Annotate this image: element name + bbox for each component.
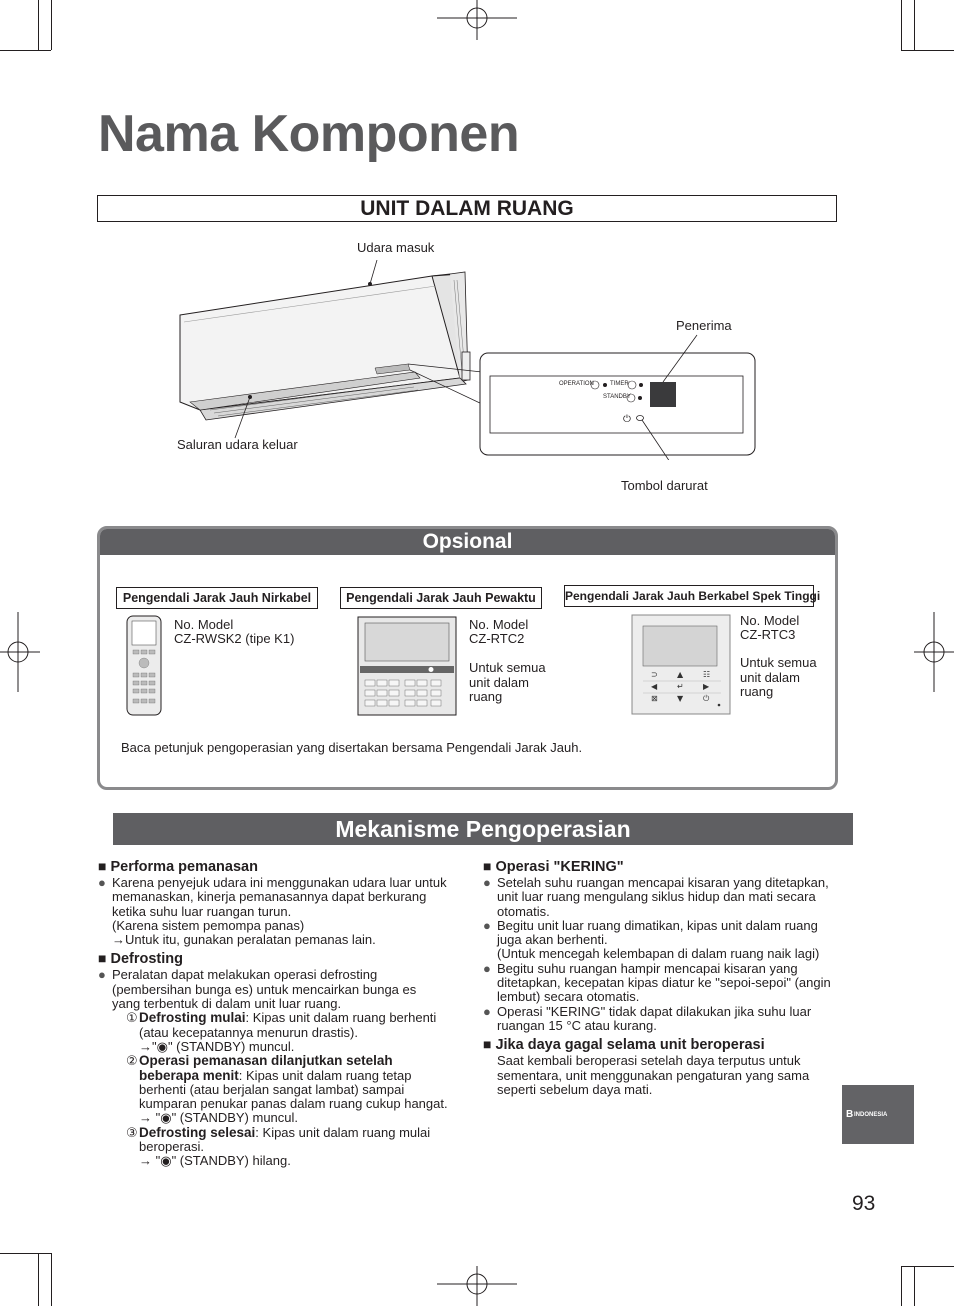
crop-mark [901, 0, 902, 50]
section-heading: ■ Defrosting [98, 950, 183, 968]
step-text: : Kipas unit dalam ruang tetap berhenti (atau berjalan sangat lambat) sampai kumparan penukar panas dalam ruang cukup hangat. [139, 1067, 448, 1112]
panel-standby-label: STANDBY [603, 394, 631, 400]
crop-mark [51, 1253, 52, 1306]
optional-item-title: Pengendali Jarak Jauh Berkabel Spek Tinggi [564, 585, 814, 607]
step-number: ③ [126, 1124, 138, 1140]
defrost-step [98, 1126, 448, 1155]
crop-mark [38, 0, 39, 50]
page-number: 93 [852, 1192, 876, 1215]
svg-text:⊃: ⊃ [651, 670, 658, 679]
indoor-unit-illustration [170, 260, 770, 460]
model-number: CZ-RWSK2 (tipe K1) [174, 631, 295, 646]
section-heading: ■ Jika daya gagal selama unit beroperasi [483, 1036, 765, 1054]
model-note: Untuk semua unit dalam ruang [469, 660, 546, 704]
section-heading: ■ Operasi "KERING" [483, 858, 624, 875]
model-number: CZ-RTC2 [469, 631, 525, 646]
bullet: ● Operasi "KERING" tidak dapat dilakukan jika suhu luar ruangan 15 °C atau kurang. [483, 1003, 812, 1033]
indoor-unit-heading: UNIT DALAM RUANG [97, 195, 837, 222]
step-text: : Kipas unit dalam ruang mulai beroperasi. [139, 1124, 431, 1155]
svg-text:⏻: ⏻ [623, 414, 631, 425]
defrost-bullet-text: Peralatan dapat melakukan operasi defrosting (pembersihan bunga es) untuk mencairkan bunga es yang terbentuk di dalam unit luar ruang. [112, 967, 417, 1012]
step-number: ② [126, 1053, 138, 1069]
right-column [483, 856, 839, 1097]
optional-item-title: Pengendali Jarak Jauh Pewaktu [340, 587, 542, 609]
model-label: No. Model [469, 617, 529, 632]
registration-mark [437, 1266, 517, 1306]
optional-footnote: Baca petunjuk pengoperasian yang disertakan bersama Pengendali Jarak Jauh. [121, 740, 583, 755]
registration-mark [437, 0, 517, 40]
crop-mark [0, 50, 51, 51]
step-arrow: → "◉" (STANDBY) muncul. [139, 1110, 299, 1126]
step-title: Defrosting selesai [139, 1124, 256, 1140]
heating-arrow: →Untuk itu, gunakan peralatan pemanas lain. [112, 932, 376, 948]
mechanism-heading: Mekanisme Pengoperasian [113, 813, 853, 845]
bullet: ● Begitu unit luar ruang dimatikan, kipas unit dalam ruang juga akan berhenti. [483, 917, 818, 948]
timer-remote-image [357, 616, 457, 716]
svg-text:⊠: ⊠ [651, 694, 658, 703]
dry-bullet-text: Setelah suhu ruangan mencapai kisaran yang ditetapkan, unit luar ruang mengulang siklus hidup dan mati secara otomatis. [497, 875, 829, 919]
crop-mark [914, 0, 915, 50]
dry-title: Operasi "KERING" [495, 859, 624, 875]
crop-mark [901, 1266, 902, 1306]
label-receiver: Penerima [676, 318, 732, 333]
dry-bullet-text: Operasi "KERING" tidak dapat dilakukan jika suhu luar ruangan 15 °C atau kurang. [497, 1003, 812, 1033]
crop-mark [0, 1253, 51, 1254]
step-text: : Kipas unit dalam ruang berhenti (atau kecepatannya menurun drastis). [139, 1010, 437, 1040]
svg-text:▲: ▲ [677, 670, 684, 679]
language-tab [842, 1085, 914, 1144]
dry-bullet-text: Begitu unit luar ruang dimatikan, kipas unit dalam ruang juga akan berhenti. [497, 917, 818, 948]
svg-text:▼: ▼ [677, 694, 684, 703]
svg-text:◀: ◀ [651, 682, 658, 691]
model-note: Untuk semua unit dalam ruang [740, 655, 817, 699]
dry-bullet-text: Begitu suhu ruangan hampir mencapai kisaran yang ditetapkan, kecepatan kipas diatur ke "sepoi-sepoi" (angin lembut) secara otomatis. [497, 960, 831, 1005]
bullet: ● Karena penyejuk udara ini menggunakan udara luar untuk memanaskan, kinerja pemanasannya dapat berkurang ketika suhu luar ruangan turun. [98, 875, 447, 919]
language-tab-letter: B [846, 1109, 854, 1120]
panel-timer-label: TIMER [610, 381, 629, 387]
crop-mark [51, 0, 52, 50]
svg-text:▶: ▶ [703, 682, 710, 691]
svg-text:☷: ☷ [703, 670, 711, 679]
heating-title: Performa pemanasan [110, 859, 258, 875]
registration-mark [0, 612, 40, 692]
power-text: Saat kembali beroperasi setelah daya terputus untuk sementara, unit menggunakan pengaturan yang sama seperti sebelum daya mati. [497, 1053, 810, 1097]
section-heading: ■ Performa pemanasan [98, 858, 258, 875]
dry-note: (Untuk mencegah kelembapan di dalam ruang naik lagi) [497, 946, 820, 962]
step-number: ① [126, 1010, 138, 1026]
bullet: ● Peralatan dapat melakukan operasi defrosting (pembersihan bunga es) untuk mencairkan bunga es yang terbentuk di dalam unit luar ruang. [98, 967, 417, 1012]
page-title: Nama Komponen [98, 105, 520, 163]
model-number: CZ-RTC3 [740, 627, 796, 642]
bullet: ● Setelah suhu ruangan mencapai kisaran yang ditetapkan, unit luar ruang mengulang siklus hidup dan mati secara otomatis. [483, 875, 829, 919]
crop-mark [38, 1253, 39, 1306]
label-air-outlet: Saluran udara keluar [177, 437, 298, 452]
svg-text:⏻: ⏻ [703, 694, 710, 703]
crop-mark [914, 1266, 915, 1306]
label-emergency-button: Tombol darurat [621, 478, 708, 493]
wired-remote-image [631, 614, 731, 715]
panel-operation-label: OPERATION [559, 381, 594, 387]
optional-item-title: Pengendali Jarak Jauh Nirkabel [116, 587, 318, 609]
defrost-title: Defrosting [110, 951, 183, 968]
step-arrow: → "◉" (STANDBY) hilang. [139, 1153, 291, 1169]
power-title: Jika daya gagal selama unit beroperasi [495, 1037, 765, 1054]
crop-mark [901, 1266, 954, 1267]
crop-mark [901, 50, 954, 51]
defrost-step [98, 1054, 448, 1111]
bullet: ● Begitu suhu ruangan hampir mencapai kisaran yang ditetapkan, kecepatan kipas diatur ke "sepoi-sepoi" (angin lembut) secara otomatis. [483, 960, 831, 1005]
model-label: No. Model [174, 617, 234, 632]
language-tab-name: INDONESIA [854, 1112, 888, 1118]
svg-text:↵: ↵ [677, 682, 684, 691]
step-title: Operasi pemanasan dilanjutkan setelah beberapa menit [139, 1053, 393, 1083]
wireless-remote-image [126, 615, 162, 716]
step-title: Defrosting mulai [139, 1010, 246, 1026]
heating-note: (Karena sistem pemompa panas) [112, 917, 305, 933]
left-column [98, 856, 448, 1169]
model-label: No. Model [740, 613, 800, 628]
registration-mark [914, 612, 954, 692]
defrost-step [98, 1011, 448, 1040]
heating-bullet-text: Karena penyejuk udara ini menggunakan udara luar untuk memanaskan, kinerja pemanasannya dapat berkurang ketika suhu luar ruangan turun. [112, 875, 447, 919]
label-air-inlet: Udara masuk [357, 240, 435, 255]
step-arrow: →"◉" (STANDBY) muncul. [139, 1038, 295, 1054]
optional-heading: Opsional [100, 529, 835, 555]
